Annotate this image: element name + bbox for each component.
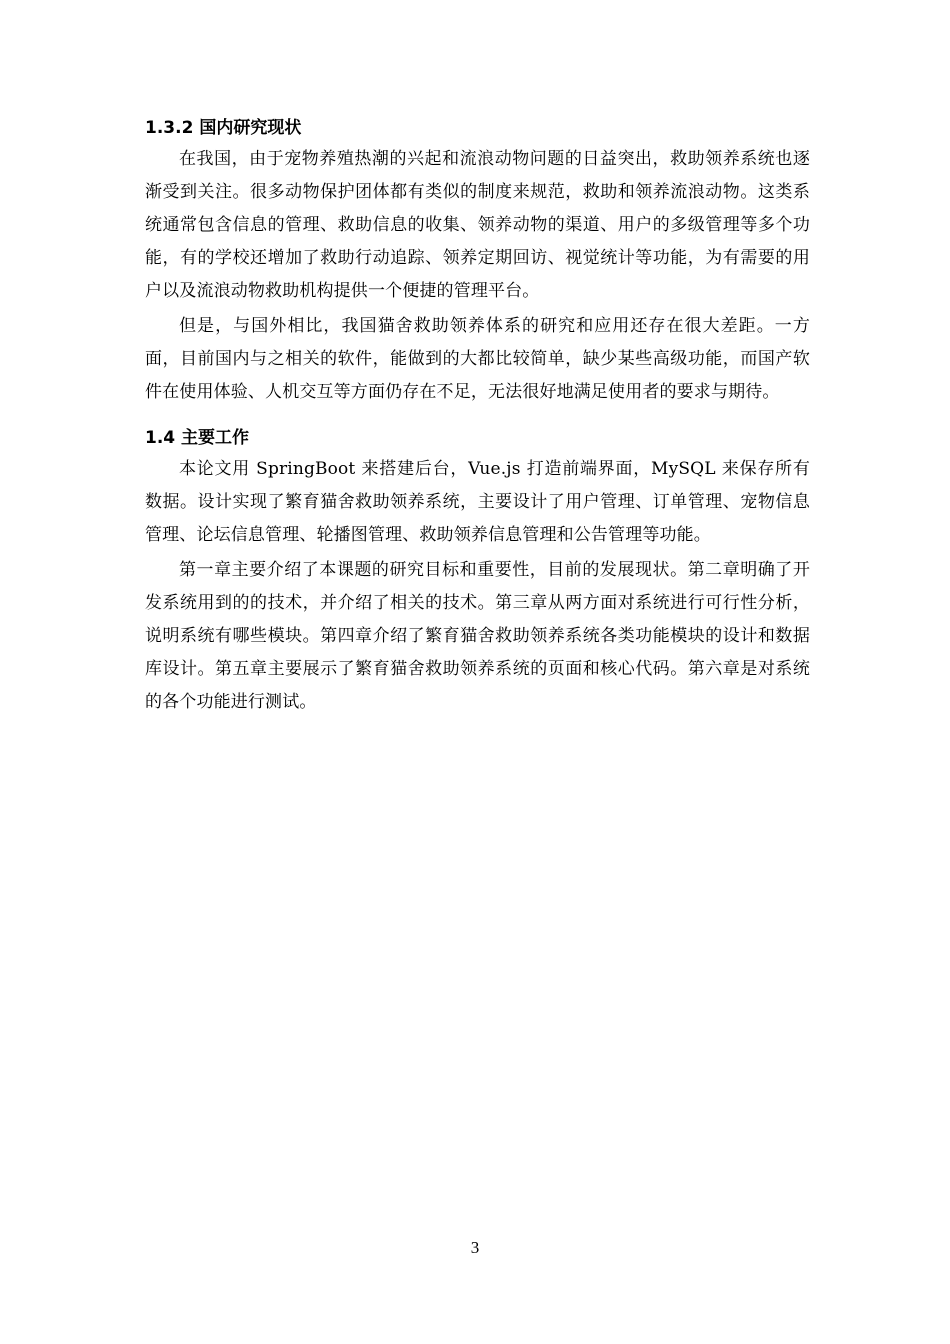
page-number: 3 — [470, 1238, 480, 1257]
section-heading-main-work: 1.4 主要工作 — [145, 428, 250, 448]
paragraph: 第一章主要介绍了本课题的研究目标和重要性，目前的发展现状。第二章明确了开发系统用到的的技术，并介绍了相关的技术。第三章从两方面对系统进行可行性分析，说明系统有哪些模块。第四章介绍了繁育猫舍救助领养系统各类功能模块的设计和数据库设计。第五章主要展示了繁育猫舍救助领养系统的页面和核心代码。第六章是对系统的各个功能进行测试。 — [145, 560, 810, 712]
section-heading-domestic-research: 1.3.2 国内研究现状 — [145, 118, 302, 138]
paragraph: 在我国，由于宠物养殖热潮的兴起和流浪动物问题的日益突出，救助领养系统也逐渐受到关注。很多动物保护团体都有类似的制度来规范，救助和领养流浪动物。这类系统通常包含信息的管理、救助信息的收集、领养动物的渠道、用户的多级管理等多个功能，有的学校还增加了救助行动追踪、领养定期回访、视觉统计等功能，为有需要的用户以及流浪动物救助机构提供一个便捷的管理平台。 — [145, 149, 810, 301]
paragraph: 但是，与国外相比，我国猫舍救助领养体系的研究和应用还存在很大差距。一方面，目前国内与之相关的软件，能做到的大都比较简单，缺少某些高级功能，而国产软件在使用体验、人机交互等方面仍存在不足，无法很好地满足使用者的要求与期待。 — [145, 316, 810, 402]
page-body — [145, 113, 810, 721]
paragraph: 本论文用 SpringBoot 来搭建后台，Vue.js 打造前端界面，MySQL 来保存所有数据。设计实现了繁育猫舍救助领养系统，主要设计了用户管理、订单管理、宠物信息管理、论坛信息管理、轮播图管理、救助领养信息管理和公告管理等功能。 — [145, 459, 810, 545]
